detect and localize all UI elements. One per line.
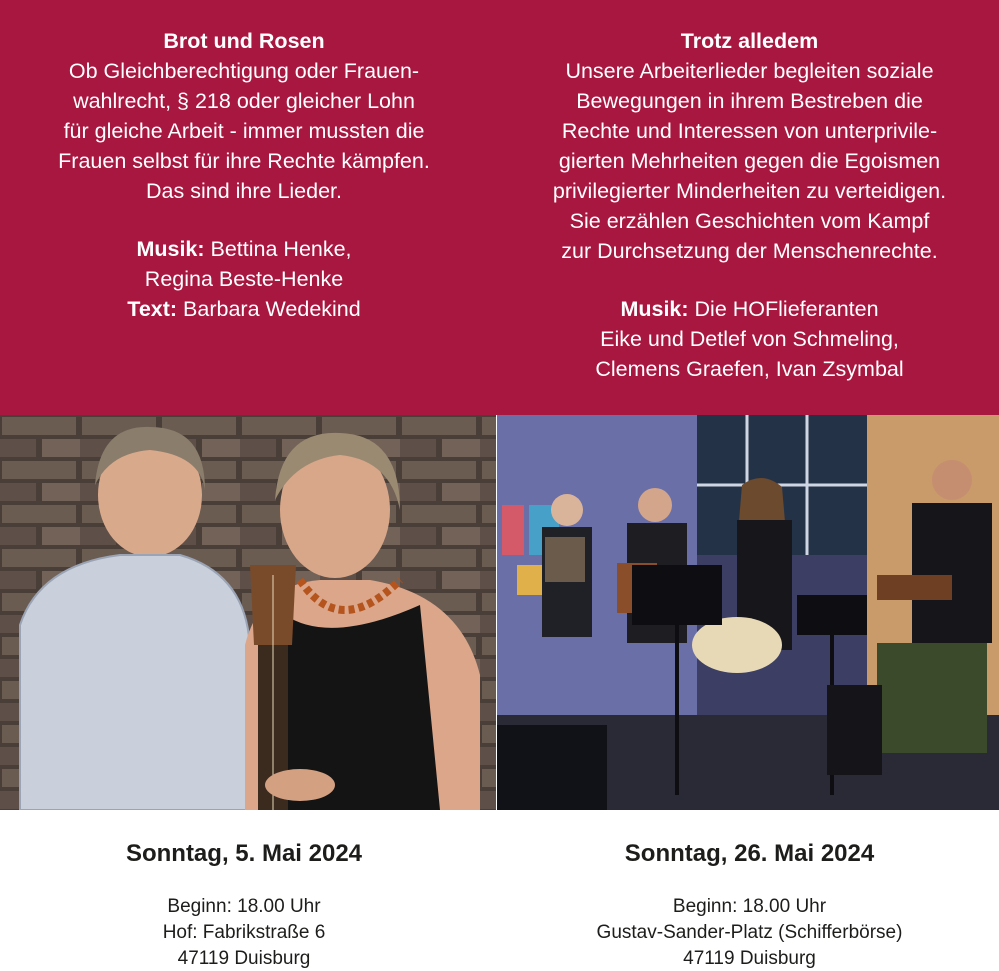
left-desc-line: Frauen selbst für ihre Rechte kämpfen.: [58, 149, 430, 173]
right-event-date: Sonntag, 26. Mai 2024: [624, 840, 875, 867]
band-photo-illustration: [497, 415, 999, 810]
left-music-label: Musik:: [136, 237, 205, 261]
left-event-start: Beginn: 18.00 Uhr: [167, 896, 321, 917]
right-event-place: Gustav-Sander-Platz (Schifferbörse): [596, 922, 903, 943]
right-title: Trotz alledem: [680, 29, 819, 53]
left-title: Brot und Rosen: [163, 29, 325, 53]
left-desc-line: wahlrecht, § 218 oder gleicher Lohn: [73, 89, 415, 113]
duo-photo: [0, 415, 496, 810]
left-event-city: 47119 Duisburg: [177, 948, 311, 969]
left-text-column: [0, 26, 488, 324]
right-event-city: 47119 Duisburg: [683, 948, 816, 969]
left-event-place: Hof: Fabrikstraße 6: [162, 922, 326, 943]
left-music-line1: Bettina Henke,: [204, 237, 352, 261]
left-text-label: Text:: [127, 297, 178, 321]
right-event-start: Beginn: 18.00 Uhr: [672, 896, 827, 917]
right-desc-line: zur Durchsetzung der Menschenrechte.: [561, 239, 938, 263]
right-desc-line: Sie erzählen Geschichten vom Kampf: [569, 209, 930, 233]
left-music-line2: Regina Beste-Henke: [144, 267, 344, 291]
right-desc-line: Unsere Arbeiterlieder begleiten soziale: [565, 59, 934, 83]
left-music-credit: [0, 234, 488, 264]
right-music-line1: Die HOFlieferanten: [688, 297, 879, 321]
right-desc-line: Rechte und Interessen von unterprivile-: [561, 119, 938, 143]
duo-photo-illustration: [0, 415, 496, 810]
left-desc-line: für gleiche Arbeit - immer mussten die: [63, 119, 425, 143]
left-text-value: Barbara Wedekind: [177, 297, 361, 321]
band-photo: [497, 415, 999, 810]
left-event-date: Sonntag, 5. Mai 2024: [125, 840, 363, 867]
header-band: [0, 0, 999, 415]
left-desc-line: Das sind ihre Lieder.: [146, 179, 342, 203]
left-event: [0, 836, 488, 971]
right-music-label: Musik:: [620, 297, 689, 321]
right-event: [500, 836, 999, 971]
left-text-credit: [0, 294, 488, 324]
right-music-credit: [500, 294, 999, 324]
right-desc-line: gierten Mehrheiten gegen die Egoismen: [558, 149, 941, 173]
right-music-line3: Clemens Graefen, Ivan Zsymbal: [595, 357, 904, 381]
right-music-line2: Eike und Detlef von Schmeling,: [600, 327, 899, 351]
left-desc-line: Ob Gleichberechtigung oder Frauen-: [68, 59, 420, 83]
right-desc-line: Bewegungen in ihrem Bestreben die: [576, 89, 923, 113]
right-text-column: [500, 26, 999, 384]
right-desc-line: privilegierter Minderheiten zu verteidigen.: [552, 179, 947, 203]
